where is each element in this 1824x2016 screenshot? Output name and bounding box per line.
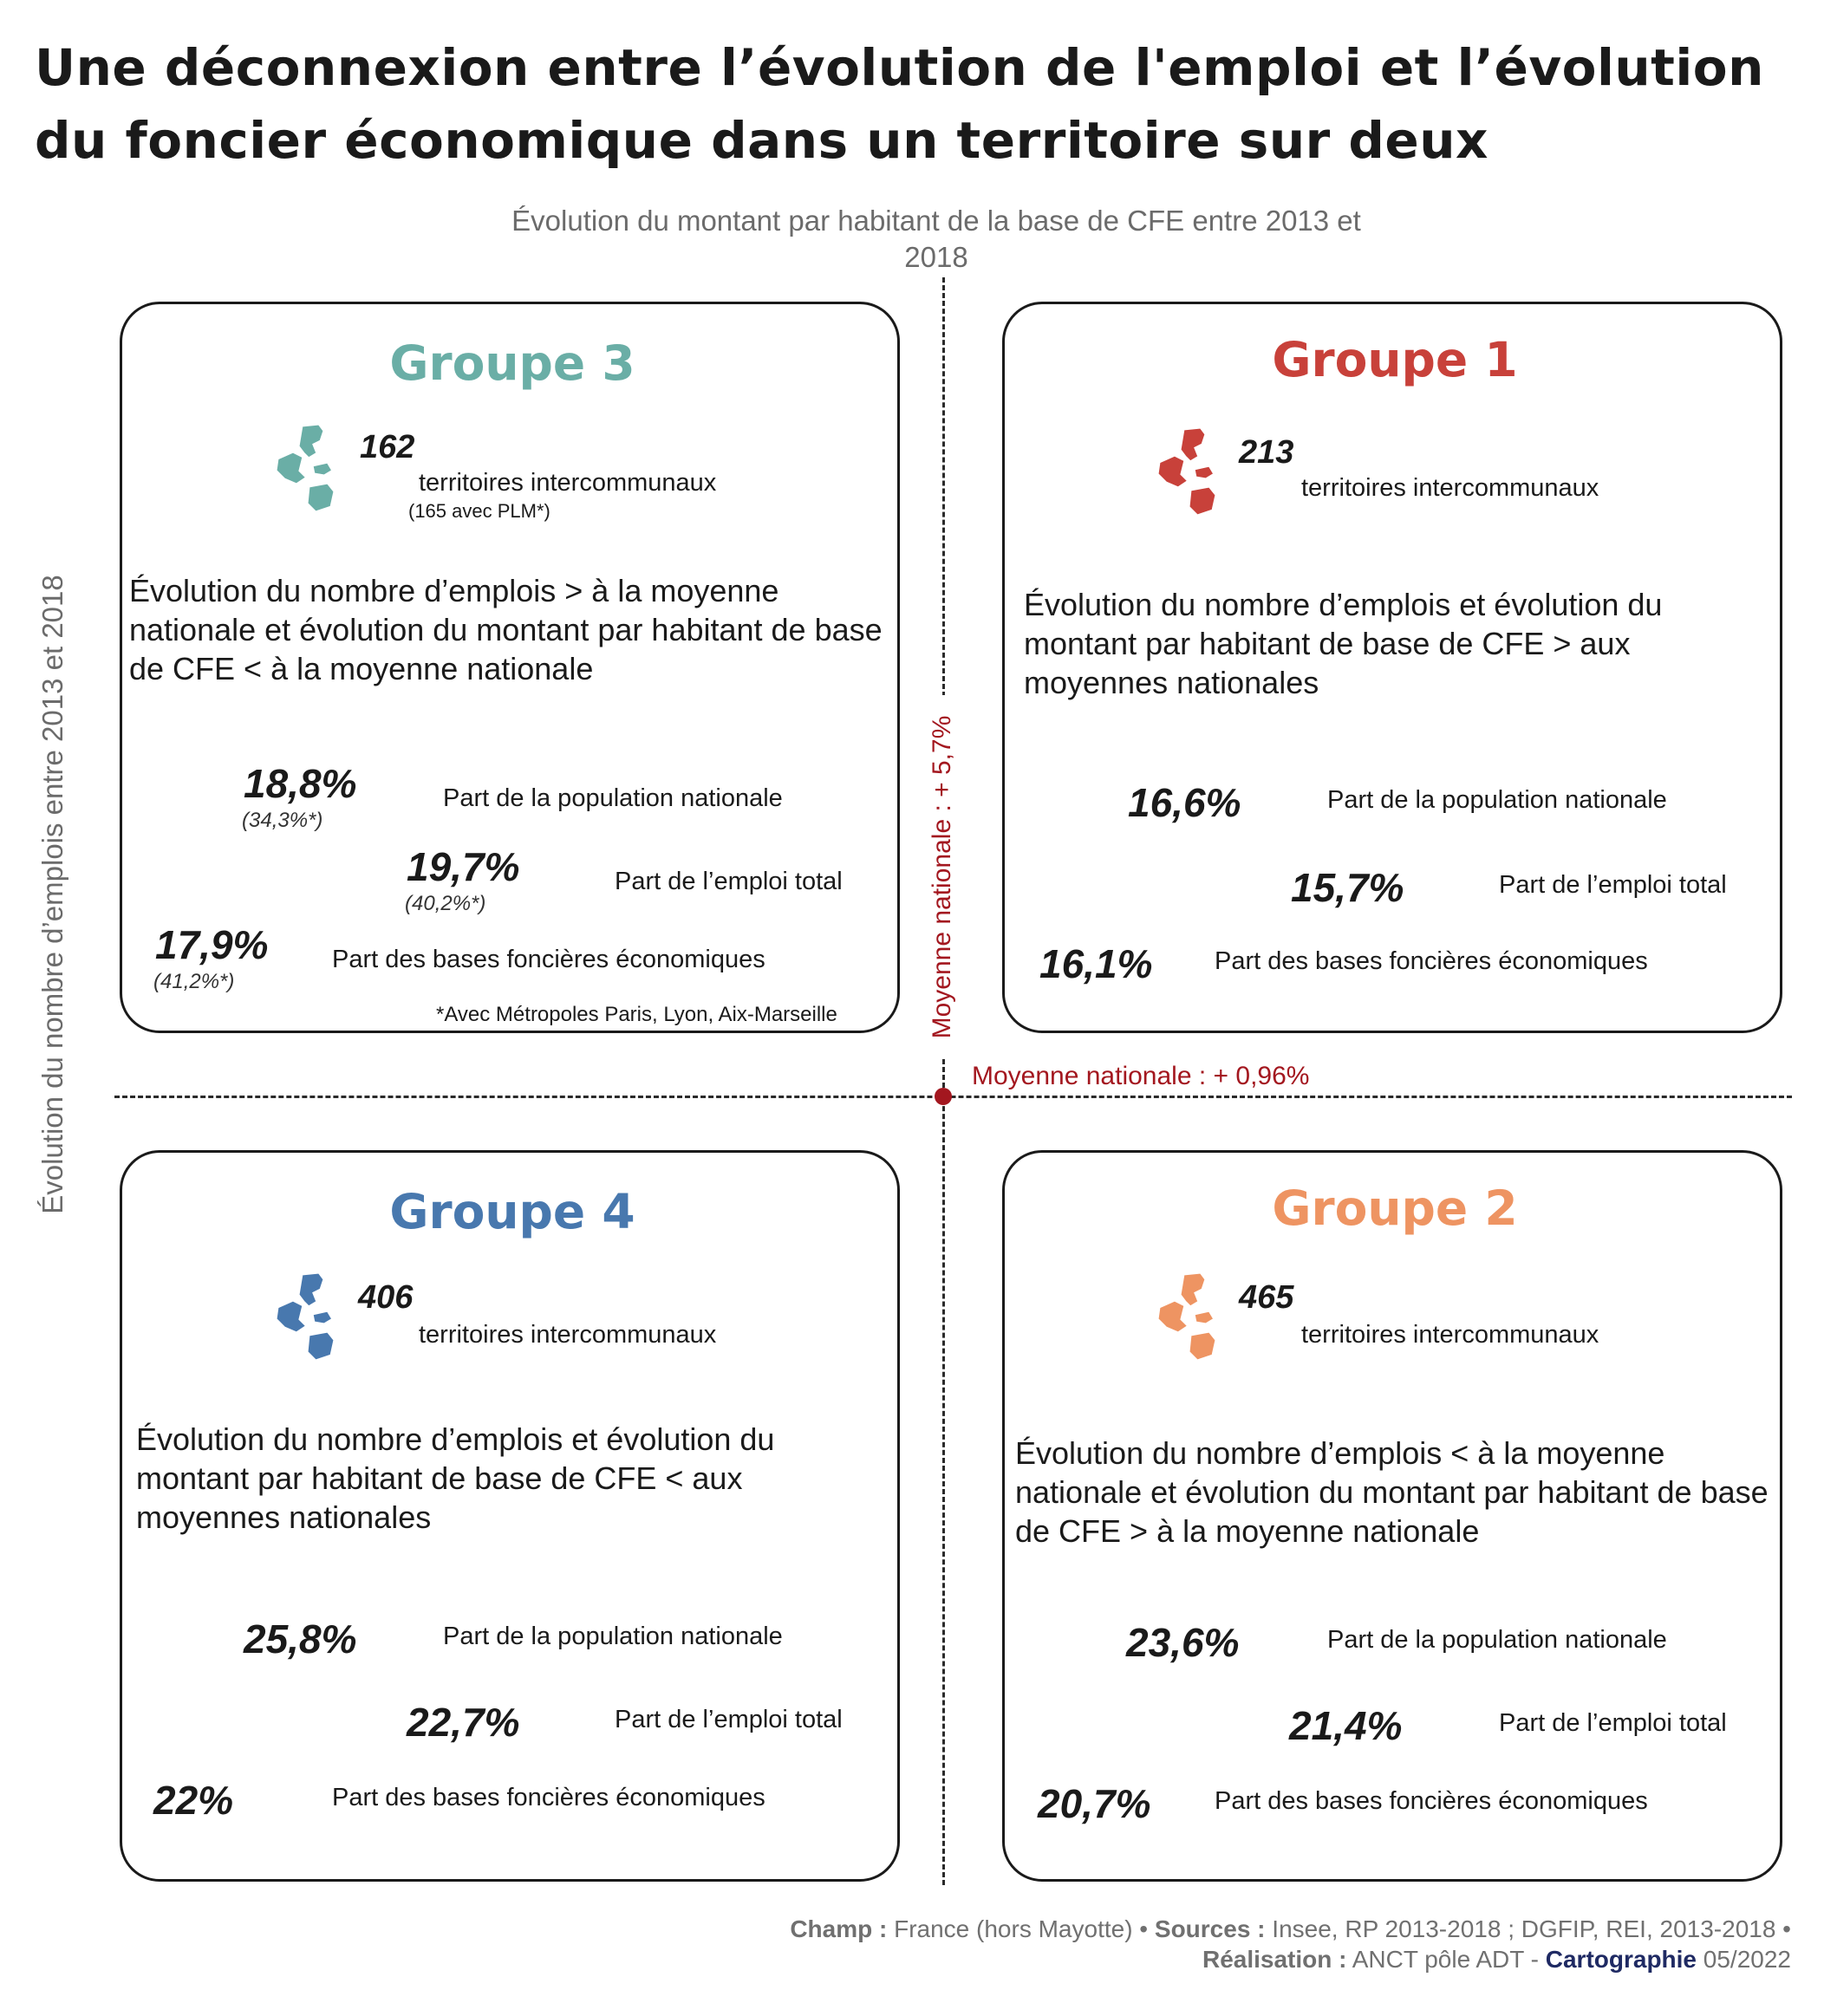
footer-date: 05/2022: [1703, 1946, 1791, 1973]
groupe-4-base-pct: 22%: [153, 1778, 234, 1823]
groupe-3-employment-label: Part de l’emploi total: [615, 868, 843, 895]
national-mean-cfe-label: Moyenne nationale : + 0,96%: [968, 1062, 1313, 1091]
footer-realisation-value: ANCT pôle ADT -: [1352, 1946, 1539, 1973]
groupe-3-territories-label: territoires intercommunaux: [419, 469, 717, 497]
groupe-2-population-label: Part de la population nationale: [1327, 1626, 1667, 1654]
groupe-2-base-label: Part des bases foncières économiques: [1215, 1787, 1648, 1815]
groupe-3-population-sub: (34,3%*): [242, 809, 323, 832]
groupe-4-employment-label: Part de l’emploi total: [615, 1706, 843, 1733]
groupe-2-description: Évolution du nombre d’emplois < à la moyenne nationale et évolution du montant par habitant de base de CFE > à la moyenne nationale: [1015, 1435, 1769, 1549]
france-map-icon: [274, 1271, 350, 1366]
groupe-4-title: Groupe 4: [389, 1184, 635, 1239]
groupe-4-description: Évolution du nombre d’emplois et évolution du montant par habitant de base de CFE < aux moyennes nationales: [136, 1421, 775, 1535]
groupe-1-count: 213: [1239, 434, 1294, 471]
groupe-2-employment-pct: 21,4%: [1289, 1703, 1403, 1748]
groupe-3-plm-note: (165 avec PLM*): [408, 500, 550, 522]
groupe-4-territories-label: territoires intercommunaux: [419, 1321, 717, 1349]
groupe-3-population-label: Part de la population nationale: [443, 784, 783, 812]
y-axis-title: Évolution du nombre d’emplois entre 2013 et 2018: [36, 575, 68, 1214]
groupe-4-population-pct: 25,8%: [244, 1616, 357, 1662]
x-axis-title: Évolution du montant par habitant de la base de CFE entre 2013 et 2018: [511, 205, 1361, 273]
groupe-2-card: [1002, 1150, 1782, 1882]
groupe-3-base-sub: (41,2%*): [153, 970, 235, 993]
page-title: Une déconnexion entre l’évolution de l'emploi et l’évolution du foncier économique dans un territoire sur deux: [35, 38, 1764, 170]
footer-credits: [1202, 1946, 1791, 1974]
footer-sources-value: Insee, RP 2013-2018 ; DGFIP, REI, 2013-2018 •: [1272, 1915, 1791, 1942]
france-map-icon: [1156, 426, 1232, 521]
vertical-mean-line: [942, 277, 945, 1885]
groupe-3-population-pct: 18,8%: [244, 761, 357, 806]
groupe-3-card: [120, 302, 900, 1033]
horizontal-mean-line: [114, 1096, 1792, 1098]
groupe-1-description: Évolution du nombre d’emplois et évolution du montant par habitant de base de CFE > aux moyennes nationales: [1024, 587, 1663, 700]
groupe-1-population-pct: 16,6%: [1128, 780, 1241, 825]
footer-realisation-label: Réalisation :: [1202, 1946, 1347, 1973]
groupe-1-territories-label: territoires intercommunaux: [1301, 474, 1599, 502]
groupe-2-population-pct: 23,6%: [1126, 1620, 1240, 1665]
groupe-2-title: Groupe 2: [1272, 1180, 1518, 1236]
national-mean-point: [935, 1088, 952, 1105]
groupe-2-count: 465: [1239, 1279, 1294, 1316]
france-map-icon: [274, 422, 350, 517]
groupe-1-card: [1002, 302, 1782, 1033]
footer-sources-label: Sources :: [1154, 1915, 1266, 1942]
groupe-2-employment-label: Part de l’emploi total: [1499, 1709, 1727, 1737]
footer-cartographie: Cartographie: [1545, 1946, 1697, 1973]
groupe-1-population-label: Part de la population nationale: [1327, 786, 1667, 814]
footer-champ-label: Champ :: [790, 1915, 888, 1942]
groupe-4-employment-pct: 22,7%: [407, 1700, 520, 1745]
groupe-1-title: Groupe 1: [1272, 332, 1518, 387]
groupe-1-employment-pct: 15,7%: [1291, 865, 1404, 910]
groupe-3-base-pct: 17,9%: [155, 922, 269, 967]
groupe-2-base-pct: 20,7%: [1038, 1781, 1151, 1826]
groupe-3-title: Groupe 3: [389, 335, 635, 391]
groupe-4-base-label: Part des bases foncières économiques: [332, 1784, 765, 1811]
groupe-2-territories-label: territoires intercommunaux: [1301, 1321, 1599, 1349]
groupe-3-employment-pct: 19,7%: [407, 844, 520, 889]
groupe-3-employment-sub: (40,2%*): [405, 892, 486, 915]
groupe-3-description: Évolution du nombre d’emplois > à la moyenne nationale et évolution du montant par habitant de base de CFE < à la moyenne nationale: [129, 573, 883, 686]
groupe-4-card: [120, 1150, 900, 1882]
groupe-1-base-pct: 16,1%: [1039, 941, 1153, 986]
groupe-4-count: 406: [358, 1279, 414, 1316]
groupe-3-count: 162: [360, 429, 415, 465]
footer-champ-value: France (hors Mayotte) •: [894, 1915, 1149, 1942]
footer-sources: [790, 1915, 1791, 1943]
national-mean-employment-label: Moyenne nationale : + 5,7%: [928, 695, 957, 1059]
groupe-4-population-label: Part de la population nationale: [443, 1623, 783, 1650]
groupe-3-base-label: Part des bases foncières économiques: [332, 946, 765, 973]
groupe-1-base-label: Part des bases foncières économiques: [1215, 947, 1648, 975]
groupe-1-employment-label: Part de l’emploi total: [1499, 871, 1727, 899]
france-map-icon: [1156, 1271, 1232, 1366]
groupe-3-footnote: *Avec Métropoles Paris, Lyon, Aix-Marseille: [436, 1003, 837, 1026]
